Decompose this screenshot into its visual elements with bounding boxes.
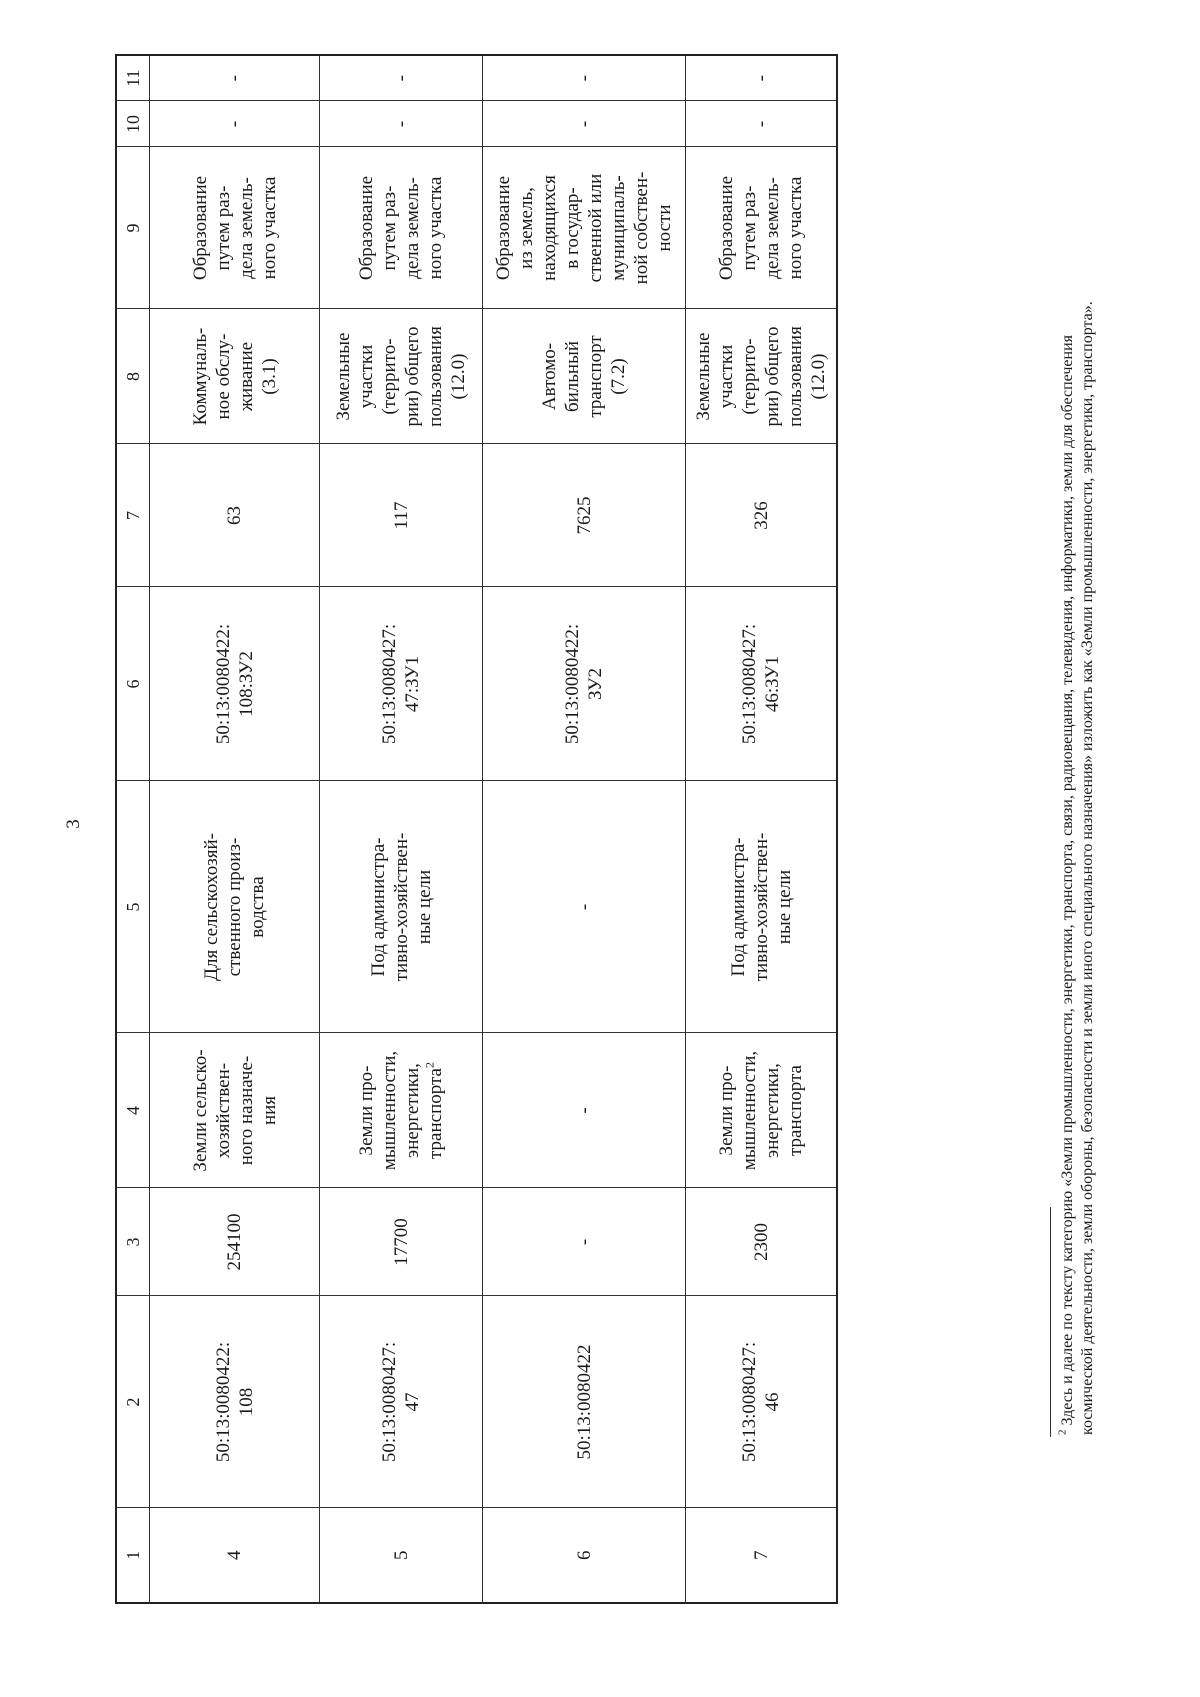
permitted-use-cell: Для сельскохозяй- ственного произ- водства [150, 781, 320, 1033]
column-11-cell: - [686, 55, 838, 101]
new-plot-area-cell: 326 [686, 444, 838, 587]
land-category-text: - [573, 1107, 595, 1114]
column-number: 9 [116, 147, 150, 309]
source-area-cell: 254100 [150, 1188, 320, 1296]
source-area-cell: 2300 [686, 1188, 838, 1296]
column-number: 11 [116, 55, 150, 101]
new-plot-area-cell: 117 [320, 444, 483, 587]
column-number: 4 [116, 1033, 150, 1188]
new-plot-designation-cell: 50:13:0080422: ЗУ2 [483, 587, 686, 781]
land-plots-table [115, 54, 838, 1604]
footnote [1050, 0, 1134, 1697]
rotated-table-container [115, 56, 835, 1604]
column-number: 8 [116, 309, 150, 444]
row-number-cell: 5 [320, 1508, 483, 1603]
land-category-cell [150, 1033, 320, 1188]
source-area-cell: - [483, 1188, 686, 1296]
footnote-mark: 2 [1056, 1429, 1069, 1435]
new-plot-designation-cell: 50:13:0080427: 47:ЗУ1 [320, 587, 483, 781]
source-cadastral-number-cell: 50:13:0080422: 108 [150, 1296, 320, 1508]
new-plot-area-cell: 63 [150, 444, 320, 587]
column-number: 5 [116, 781, 150, 1033]
new-permitted-use-cell: Земельные участки (террито- рии) общего пользования (12.0) [686, 309, 838, 444]
source-cadastral-number-cell: 50:13:0080422 [483, 1296, 686, 1508]
new-permitted-use-cell: Автомо- бильный транспорт (7.2) [483, 309, 686, 444]
column-number: 7 [116, 444, 150, 587]
formation-method-cell: Образование путем раз- дела земель- ного участка [150, 147, 320, 309]
column-10-cell: - [150, 101, 320, 147]
column-11-cell: - [150, 55, 320, 101]
formation-method-cell: Образование из земель, находящихся в государ- ственной или муниципаль- ной собствен- ности [483, 147, 686, 309]
column-10-cell: - [483, 101, 686, 147]
land-category-text: Земли про- мышленности, энергетики, транспорта [716, 1050, 806, 1171]
land-category-cell [686, 1033, 838, 1188]
land-category-cell [483, 1033, 686, 1188]
column-number: 2 [116, 1296, 150, 1508]
formation-method-cell: Образование путем раз- дела земель- ного участка [686, 147, 838, 309]
new-plot-area-cell: 7625 [483, 444, 686, 587]
column-number: 3 [116, 1188, 150, 1296]
new-permitted-use-cell: Коммуналь- ное обслу- живание (3.1) [150, 309, 320, 444]
new-plot-designation-cell: 50:13:0080427: 46:ЗУ1 [686, 587, 838, 781]
table-row [483, 55, 686, 1603]
table-row [150, 55, 320, 1603]
column-number-row [116, 55, 150, 1603]
column-10-cell: - [320, 101, 483, 147]
permitted-use-cell: Под администра- тивно-хозяйствен- ные цели [320, 781, 483, 1033]
column-number: 10 [116, 101, 150, 147]
land-category-text: Земли про- мышленности, энергетики, транспорта [356, 1050, 446, 1171]
source-cadastral-number-cell: 50:13:0080427: 46 [686, 1296, 838, 1508]
formation-method-cell: Образование путем раз- дела земель- ного участка [320, 147, 483, 309]
column-11-cell: - [320, 55, 483, 101]
land-category-cell [320, 1033, 483, 1188]
column-number: 1 [116, 1508, 150, 1603]
source-cadastral-number-cell: 50:13:0080427: 47 [320, 1296, 483, 1508]
column-10-cell: - [686, 101, 838, 147]
new-permitted-use-cell: Земельные участки (террито- рии) общего пользования (12.0) [320, 309, 483, 444]
row-number-cell: 6 [483, 1508, 686, 1603]
table-row [320, 55, 483, 1603]
footnote-body: Здесь и далее по тексту категорию «Земли промышленности, энергетики, транспорта, связи, радиовещания, телевидения, информатики, земли для обеспечения космической деятельности, земли обороны, безопасности и земли иного специального назначения» изложить как «Земли промышленности, энергетики, транспорта». [1059, 301, 1096, 1435]
table-row [686, 55, 838, 1603]
footnote-separator [1050, 1207, 1051, 1437]
row-number-cell: 7 [686, 1508, 838, 1603]
source-area-cell: 17700 [320, 1188, 483, 1296]
footnote-text [1058, 285, 1098, 1435]
permitted-use-cell: Под администра- тивно-хозяйствен- ные цели [686, 781, 838, 1033]
column-number: 6 [116, 587, 150, 781]
new-plot-designation-cell: 50:13:0080422: 108:ЗУ2 [150, 587, 320, 781]
land-category-text: Земли сельско- хозяйствен- ного назначе- ния [189, 1049, 280, 1172]
row-number-cell: 4 [150, 1508, 320, 1603]
footnote-reference: 2 [422, 1062, 437, 1069]
page-number: 3 [63, 819, 84, 829]
column-11-cell: - [483, 55, 686, 101]
permitted-use-cell: - [483, 781, 686, 1033]
